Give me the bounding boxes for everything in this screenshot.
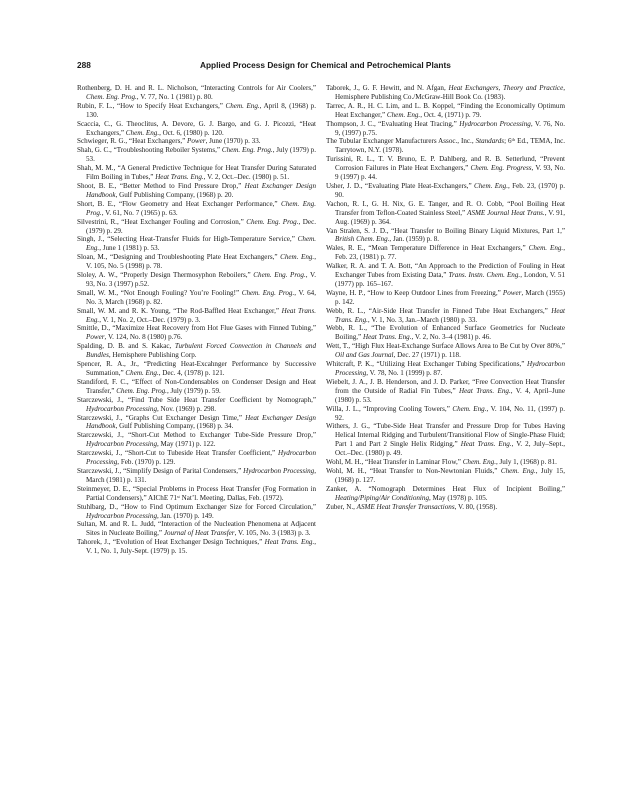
reference-text: Webb, R. L., “Air-Side Heat Transfer in Finned Tube Heat Exchangers,” <box>326 306 552 315</box>
reference-text: Whitcraft, P. K., “Utilizing Heat Exchanger Tubing Specifications,” <box>326 360 528 369</box>
reference-source: Standards <box>475 137 505 146</box>
reference-entry <box>326 503 565 512</box>
reference-entry <box>77 235 316 253</box>
reference-source: Hydrocarbon Processing <box>86 440 157 449</box>
reference-entry <box>77 137 316 146</box>
reference-text: Smittle, D., “Maximize Heat Recovery from Hot Flue Gases with Finned Tubing,” <box>77 324 316 333</box>
reference-entry <box>77 271 316 289</box>
reference-text: Steinmeyer, D. E., “Special Problems in Process Heat Transfer (Fog Formation in Partial Condensers),” AIChE 71ˢᵗ Nat’l. Meeting, Dallas, Feb. (1972). <box>77 484 316 502</box>
reference-entry <box>326 360 565 378</box>
reference-entry <box>77 164 316 182</box>
reference-source: Chem. Eng. <box>225 101 260 110</box>
reference-text: , V. 2, July–Sept., Oct.–Dec. (1980) p. 49. <box>335 440 565 458</box>
reference-source: Chem. Eng. <box>452 404 487 413</box>
reference-source: Chem. Eng. <box>474 181 508 190</box>
reference-entry <box>77 102 316 120</box>
running-title: Applied Process Design for Chemical and Petrochemical Plants <box>200 60 451 70</box>
reference-text: Shoot, B. E., “Better Method to Find Pressure Drop,” <box>77 181 245 190</box>
reference-column-left <box>77 84 316 556</box>
reference-entry <box>326 458 565 467</box>
reference-text: , V. 80, (1958). <box>454 502 498 511</box>
reference-text: , Nov. (1969) p. 298. <box>157 404 217 413</box>
reference-source: Chem. Eng. Prog. <box>246 217 299 226</box>
reference-source: Chem. Eng. <box>386 110 421 119</box>
reference-text: , June (1970) p. 33. <box>205 137 261 146</box>
reference-source: Chem. Eng. <box>500 466 536 475</box>
reference-entry <box>77 84 316 102</box>
reference-source: Chem. Eng. Prog. <box>86 199 316 217</box>
reference-source: Heat Exchanger Design Handbook <box>86 181 316 199</box>
reference-entry <box>77 146 316 164</box>
reference-text: Shah, M. M., “A General Predictive Technique for Heat Transfer During Saturated Film Boiling in Tubes,” <box>77 164 316 182</box>
reference-entry <box>77 378 316 396</box>
reference-entry <box>326 102 565 120</box>
reference-text: , Dec. 4, (1978) p. 121. <box>158 369 225 377</box>
reference-entry <box>77 218 316 236</box>
reference-text: , Hemisphere Publishing Co./McGraw-Hill Book Co. (1983). <box>335 84 565 101</box>
reference-text: , Jan. (1959) p. 8. <box>389 235 440 244</box>
reference-text: , March (1955) p. 142. <box>335 288 565 306</box>
reference-source: Chem. Eng. <box>125 128 160 137</box>
reference-text: , March (1981) p. 131. <box>86 466 316 484</box>
reference-text: , July (1979) p. 53. <box>86 146 316 164</box>
reference-source: Chem. Eng. Prog. <box>116 386 167 395</box>
reference-source: Chem. Eng. <box>280 253 315 262</box>
page-header <box>77 60 563 74</box>
reference-text: Taborek, J., G. F. Hewitt, and N. Afgan, <box>326 84 449 92</box>
reference-entry <box>77 467 316 485</box>
reference-source: Chem. Eng. <box>125 369 159 377</box>
reference-column-right <box>326 84 565 512</box>
reference-entry <box>77 120 316 138</box>
reference-text: Walker, R. A. and T. A. Bott, “An Approach to the Prediction of Fouling in Heat Exchanger Tubes from Existing Data,” <box>326 262 565 280</box>
reference-text: , July 15, (1968) p. 127. <box>335 466 565 484</box>
reference-entry <box>326 200 565 227</box>
reference-source: Hydrocarbon Processing <box>86 449 316 467</box>
reference-text: , May (1971) p. 122. <box>157 440 216 449</box>
reference-text: Wales, R. E., “Mean Temperature Difference in Heat Exchangers,” <box>326 244 529 253</box>
reference-entry <box>326 378 565 405</box>
reference-entry <box>326 342 565 360</box>
reference-entry <box>326 422 565 458</box>
reference-text: , Gulf Publishing Company, (1968) p. 20. <box>115 190 234 199</box>
reference-entry <box>326 155 565 182</box>
reference-source: Chem. Eng. Prog. <box>86 92 137 101</box>
reference-source: Hydrocarbon Processing <box>243 466 315 475</box>
reference-source: Heat Exchangers, Theory and Practice <box>448 84 564 92</box>
reference-source: Heat Trans. Eng. <box>459 386 511 395</box>
reference-entry <box>77 449 316 467</box>
reference-source: Chem. Eng. <box>462 458 496 467</box>
reference-source: Heating/Piping/Air Conditioning <box>335 493 429 502</box>
reference-entry <box>326 120 565 138</box>
reference-source: Chem. Eng. Prog. <box>221 146 273 155</box>
reference-text: Wiebelt, J. A., J. B. Henderson, and J. D. Parker, “Free Convection Heat Transfer from the Outside of Radial Fin Tubes,” <box>326 377 565 395</box>
reference-text: , Dec. (1979) p. 29. <box>86 217 316 235</box>
reference-text: , V. 64, No. 3, March (1968) p. 82. <box>86 288 316 306</box>
reference-text: Zanker, A. “Nomograph Determines Heat Flux of Incipient Boiling,” <box>326 484 565 493</box>
reference-entry <box>77 200 316 218</box>
reference-text: Small, W. M. and R. K. Young, “The Rod-Baffled Heat Exchanger,” <box>77 306 282 315</box>
reference-entry <box>326 405 565 423</box>
reference-entry <box>77 342 316 360</box>
reference-text: ; 6ᵗʰ Ed., TEMA, Inc. Tarrytown, N.Y. (1978). <box>335 137 566 155</box>
reference-source: Chem. Eng. <box>528 244 564 253</box>
reference-text: , Hemisphere Publishing Corp. <box>108 351 197 360</box>
reference-entry <box>77 182 316 200</box>
reference-source: Hydrocarbon Processing <box>335 360 565 377</box>
reference-source: Power <box>187 137 206 146</box>
reference-text: Vachon, R. I., G. H. Nix, G. E. Tanger, and R. O. Cobb, “Pool Boiling Heat Transfer from Teflon-Coated Stainless Steel,” <box>326 199 565 217</box>
reference-source: Trans. Instn. Chem. Eng. <box>448 271 521 280</box>
reference-text: , V. 93, No. 9 (1997) p. 44. <box>335 164 565 182</box>
reference-text: , V. 61, No. 7 (1965) p. 63. <box>101 208 178 217</box>
reference-entry <box>326 182 565 200</box>
reference-text: , V. 105, No. 3 (1983) p. 3. <box>234 529 311 538</box>
reference-source: Heat Trans. Eng. <box>264 538 315 547</box>
reference-entry <box>77 485 316 503</box>
reference-source: Chem. Eng. Prog. <box>241 288 295 297</box>
reference-text: , Jan. (1970) p. 149. <box>157 511 214 520</box>
reference-text: Rothenberg, D. H. and R. L. Nicholson, “Interacting Controls for Air Coolers,” <box>77 84 316 92</box>
reference-entry <box>326 227 565 245</box>
reference-text: Turissini, R. L., T. V. Bruno, E. P. Dahlberg, and R. B. Setterlund, “Prevent Corrosion Failures in Plate Heat Exchangers,” <box>326 155 565 173</box>
reference-text: , July 1, (1968) p. 81. <box>496 458 557 467</box>
reference-text: , V. 77, No. 1 (1981) p. 80. <box>136 92 213 101</box>
reference-entry <box>326 244 565 262</box>
reference-entry <box>77 360 316 378</box>
reference-text: Scaccia, C., G. Theoclitus, A. Devore, G. J. Bargo, and G. J. Picozzi, “Heat Exchangers,” <box>77 119 316 137</box>
reference-source: Chem. Eng. Progress <box>470 164 532 173</box>
reference-source: Heat Trans. Eng. <box>155 173 204 182</box>
reference-text: Schwieger, R. G., “Heat Exchangers,” <box>77 137 188 146</box>
reference-entry <box>77 414 316 432</box>
reference-text: Zuber, N., <box>326 502 357 511</box>
reference-source: Oil and Gas Journal <box>335 351 394 360</box>
reference-text: , May (1978) p. 105. <box>429 493 488 502</box>
reference-text: Starczewski, J., “Find Tube Side Heat Transfer Coefficient by Nomograph,” <box>77 395 316 404</box>
reference-source: Power <box>502 288 522 297</box>
reference-text: , V. 1, No. 2, Oct.–Dec. (1979) p. 3. <box>99 315 201 324</box>
reference-text: Stuhlbarg, D., “How to Find Optimum Exchanger Size for Forced Circulation,” <box>77 502 316 511</box>
reference-text: , Gulf Publishing Company, (1968) p. 34. <box>115 422 234 431</box>
reference-text: Spencer, R. A., Jr., “Predicting Heat-Excahnger Performance by Successive Summation,” <box>77 360 316 377</box>
reference-text: Sloan, M., “Designing and Troubleshooting Plate Heat Exchangers,” <box>77 253 281 262</box>
reference-text: , V. 2, No. 3–4 (1981) p. 46. <box>411 333 492 342</box>
reference-text: Small, W. M., “Not Enough Fouling? You’re Fooling!” <box>77 288 242 297</box>
reference-source: Heat Trans. Eng. <box>335 306 565 324</box>
reference-text: Starczewski, J., “Short-Cut to Tubeside Heat Transfer Coefficient,” <box>77 449 279 458</box>
reference-entry <box>326 84 565 102</box>
reference-text: , V. 93, No. 3 (1997) p.52. <box>86 271 316 288</box>
reference-entry <box>326 307 565 325</box>
reference-source: Journal of Heat Transfer <box>163 529 235 538</box>
reference-text: Wett, T., “High Flux Heat-Exchange Surface Allows Area to Be Cut by Over 80%,” <box>326 342 565 351</box>
reference-source: Heat Trans. Eng. <box>460 440 512 449</box>
reference-entry <box>77 253 316 271</box>
reference-text: , V. 4, April–June (1980) p. 53. <box>335 386 565 404</box>
reference-text: , July (1979) p. 59. <box>166 386 221 395</box>
reference-text: Withers, J. G., “Tube-Side Heat Transfer and Pressure Drop for Tubes Having Helical Internal Ridging and Turbulent/Transitional Flow of Single-Phase Fluid; Part 1 and Part 2 Single Helix Ridging,” <box>326 422 565 449</box>
reference-source: ASME Journal Heat Trans. <box>467 208 545 217</box>
reference-entry <box>326 137 565 155</box>
reference-entry <box>326 485 565 503</box>
reference-entry <box>77 503 316 521</box>
reference-text: , London, V. 51 (1977) pp. 165–167. <box>335 271 566 288</box>
reference-text: , Feb. 23, (1981) p. 77. <box>335 244 565 262</box>
reference-text: Spalding, D. B. and S. Kakac, <box>77 342 175 351</box>
reference-text: , V. 105, No. 5 (1998) p. 78. <box>86 253 316 271</box>
reference-text: , V. 104, No. 11, (1997) p. 92. <box>335 404 565 422</box>
reference-text: , V. 1, No. 1, July-Sept. (1979) p. 15. <box>86 538 316 556</box>
reference-text: Thompson, J. C., “Evaluating Heat Tracing,” <box>326 119 460 128</box>
reference-source: British Chem. Eng. <box>335 235 390 244</box>
reference-text: Rubin, F. L., “How to Specify Heat Exchangers,” <box>77 101 226 110</box>
reference-text: Wayne, H. P., “How to Keep Outdoor Lines from Freezing,” <box>326 288 503 297</box>
reference-text: Willa, J. L., “Improving Cooling Towers,” <box>326 404 453 413</box>
reference-text: , V. 78, No. 1 (1999) p. 87. <box>366 369 443 377</box>
reference-source: Chem. Eng. Prog. <box>253 271 306 280</box>
reference-entry <box>326 289 565 307</box>
reference-text: Starczewski, J., “Short-Cut Method to Exchanger Tube-Side Pressure Drop,” <box>77 431 316 440</box>
reference-source: Hydrocarbon Processing <box>86 404 157 413</box>
reference-source: Chem. Eng. <box>86 235 316 253</box>
reference-text: Silvestrini, R., “Heat Exchanger Fouling and Corrosion,” <box>77 217 247 226</box>
reference-text: Usher, J. D., “Evaluating Plate Heat-Exchangers,” <box>326 181 475 190</box>
reference-text: , V. 1, No. 3, Jan.–March (1980) p. 33. <box>367 315 478 324</box>
reference-text: Sloley, A. W., “Properly Design Thermosyphon Reboilers,” <box>77 271 254 280</box>
reference-text: , V. 76, No. 9, (1997) p.75. <box>335 119 565 137</box>
reference-source: ASME Heat Transfer Transactions <box>356 502 455 511</box>
reference-text: Shah, G. C., “Troubleshooting Reboiler Systems,” <box>77 146 222 155</box>
reference-text: Wohl, M. H., “Heat Transfer in Laminar Flow,” <box>326 458 463 467</box>
reference-text: , Feb. (1970) p. 129. <box>117 458 176 467</box>
reference-entry <box>77 520 316 538</box>
reference-entry <box>77 324 316 342</box>
reference-text: , April 8, (1968) p. 130. <box>86 101 316 119</box>
reference-text: Van Stralen, S. J. D., “Heat Transfer to Boiling Binary Liquid Mixtures, Part 1,” <box>326 226 565 235</box>
reference-text: , V. 2, Oct.–Dec. (1980) p. 51. <box>203 173 290 182</box>
page-number: 288 <box>77 60 91 70</box>
reference-entry <box>77 307 316 325</box>
reference-source: Heat Exchanger Design Handbook <box>86 413 316 431</box>
reference-text: , Oct. 6, (1980) p. 120. <box>159 128 224 137</box>
reference-source: Hydrocarbon Processing <box>86 511 157 520</box>
reference-text: Webb, R. L., “The Evolution of Enhanced Surface Geometrics for Nucleate Boiling,” <box>326 324 565 342</box>
reference-text: , June 1 (1981) p. 53. <box>99 244 160 253</box>
reference-text: Short, B. E., “Flow Geometry and Heat Exchanger Performance,” <box>77 199 281 208</box>
reference-source: Hydrocarbon Processing <box>459 119 531 128</box>
reference-entry <box>77 431 316 449</box>
reference-text: Starczewski, J., “Graphs Cut Exchanger Design Time,” <box>77 413 246 422</box>
reference-source: Power <box>86 333 105 342</box>
reference-text: Sultan, M. and R. L. Judd, “Interaction of the Nucleation Phenomena at Adjacent Sites in Nucleate Boiling,” <box>77 520 316 538</box>
reference-entry <box>77 538 316 556</box>
reference-entry <box>326 324 565 342</box>
reference-entry <box>326 467 565 485</box>
reference-entry <box>77 289 316 307</box>
reference-text: Starczewski, J., “Simplify Design of Parital Condensers,” <box>77 466 244 475</box>
reference-text: Tahorek, J., “Evolution of Heat Exchanger Design Techniques,” <box>77 538 265 547</box>
reference-text: Tarrec, A. R., H. C. Lim, and L. B. Koppel, “Finding the Economically Optimum Heat Exchanger,” <box>326 101 565 119</box>
reference-source: Heat Trans. Eng. <box>362 333 412 342</box>
reference-text: Standiford, F. C., “Effect of Non-Condensables on Condenser Design and Heat Transfer,” <box>77 377 316 395</box>
reference-entry <box>326 262 565 289</box>
reference-entry <box>77 396 316 414</box>
reference-source: Turbulent Forced Convection in Channels and Bundles <box>86 342 316 360</box>
reference-text: , V. 124, No. 8 (1980) p.76. <box>104 333 183 342</box>
reference-text: , Dec. 27 (1971) p. 118. <box>393 351 461 360</box>
reference-text: The Tubular Exchanger Manufacturers Assoc., Inc., <box>326 137 476 146</box>
reference-text: , Oct. 4, (1971) p. 79. <box>420 110 482 119</box>
reference-text: Wohl, M. H., “Heat Transfer to Non-Newtonian Fluids,” <box>326 466 501 475</box>
reference-text: , V. 91, Aug. (1969) p. 364. <box>335 208 565 226</box>
reference-text: , Feb. 23, (1970) p. 90. <box>335 181 565 199</box>
reference-source: Heat Trans. Eng. <box>86 306 316 324</box>
reference-text: Singh, J., “Selecting Heat-Transfer Fluids for High-Temperature Service,” <box>77 235 298 244</box>
